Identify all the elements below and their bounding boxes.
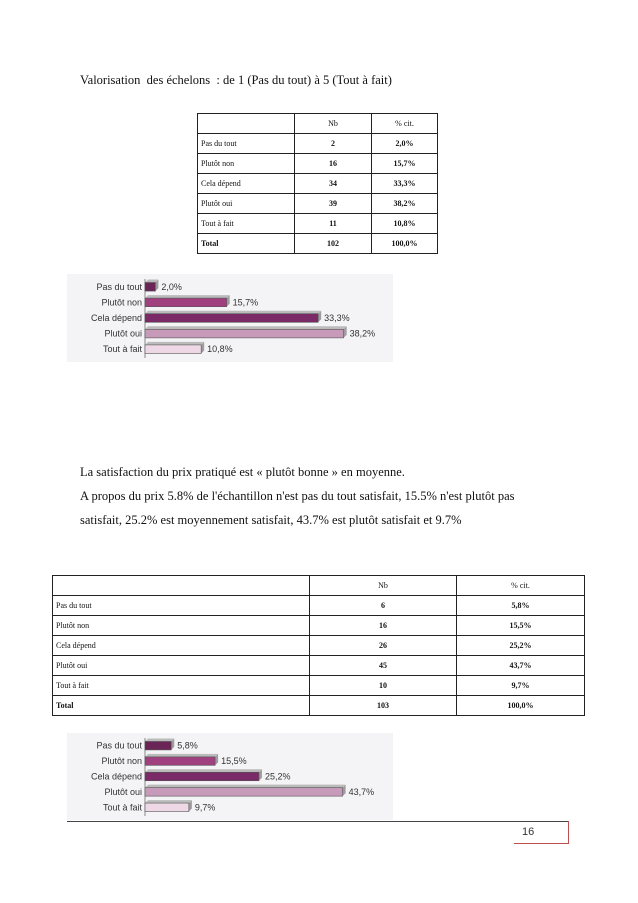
data-label: 5,8%	[177, 740, 198, 751]
table-row	[53, 596, 585, 616]
row-label: Cela dépend	[53, 636, 310, 656]
row-percent: 25,2%	[457, 636, 585, 656]
table-row	[53, 616, 585, 636]
category-label: Tout à fait	[102, 344, 142, 355]
bar-top	[145, 295, 230, 298]
data-label: 9,7%	[194, 802, 216, 813]
bar-top	[145, 754, 218, 757]
row-percent: 2,0%	[372, 134, 438, 154]
category-label: Pas du tout	[96, 281, 142, 292]
section-heading: Valorisation des échelons : de 1 (Pas du tout) à 5 (Tout à fait)	[80, 73, 392, 87]
row-nb: 10	[310, 676, 457, 696]
row-nb: 6	[310, 596, 457, 616]
bar-top	[145, 769, 262, 772]
data-label: 38,2%	[349, 328, 376, 339]
category-label: Tout à fait	[102, 802, 142, 813]
row-nb: 45	[310, 656, 457, 676]
row-label: Pas du tout	[198, 134, 295, 154]
bar	[145, 757, 215, 765]
data-label: 15,5%	[221, 756, 247, 767]
row-label: Plutôt non	[198, 154, 295, 174]
row-nb: 34	[295, 174, 372, 194]
data-label: 33,3%	[324, 313, 350, 323]
header-blank	[53, 576, 310, 596]
row-percent: 33,3%	[372, 174, 438, 194]
bar-chart-prix	[67, 733, 393, 820]
row-percent: 43,7%	[457, 656, 585, 676]
paragraph-prix-line1: A propos du prix 5.8% de l'échantillon n'est pas du tout satisfait, 15.5% n'est plutôt pas	[80, 489, 515, 503]
row-nb: 39	[295, 194, 372, 214]
bar	[145, 283, 155, 292]
header-nb: Nb	[310, 576, 457, 596]
bar-chart-echelons	[67, 274, 393, 362]
bar	[145, 788, 343, 796]
header-percent: % cit.	[372, 114, 438, 134]
bar-top	[145, 738, 174, 741]
paragraph-prix-line2: satisfait, 25.2% est moyennement satisfait, 43.7% est plutôt satisfait et 9.7%	[80, 513, 462, 527]
bar-chart-svg	[67, 733, 393, 820]
row-label: Plutôt non	[53, 616, 310, 636]
total-percent: 100,0%	[457, 696, 585, 716]
category-label: Cela dépend	[90, 313, 142, 323]
row-percent: 5,8%	[457, 596, 585, 616]
row-nb: 16	[295, 154, 372, 174]
category-label: Plutôt oui	[104, 786, 142, 797]
table-header-row	[198, 114, 438, 134]
row-label: Plutôt oui	[198, 194, 295, 214]
bar-top	[145, 311, 321, 314]
bar	[145, 803, 189, 811]
table-total-row	[198, 234, 438, 254]
row-label: Tout à fait	[198, 214, 295, 234]
row-nb: 11	[295, 214, 372, 234]
footer-divider	[67, 821, 569, 822]
data-label: 43,7%	[348, 786, 375, 797]
row-nb: 16	[310, 616, 457, 636]
table-header-row	[53, 576, 585, 596]
row-nb: 2	[295, 134, 372, 154]
table-row	[198, 194, 438, 214]
total-label: Total	[198, 234, 295, 254]
total-nb: 102	[295, 234, 372, 254]
bar-top	[145, 800, 192, 803]
row-nb: 26	[310, 636, 457, 656]
frequency-table-echelons	[197, 113, 438, 254]
bar-top	[145, 785, 346, 788]
data-label: 10,8%	[207, 344, 233, 355]
table-row	[53, 656, 585, 676]
row-percent: 9,7%	[457, 676, 585, 696]
bar	[145, 298, 227, 307]
row-percent: 38,2%	[372, 194, 438, 214]
header-nb: Nb	[295, 114, 372, 134]
table-row	[198, 174, 438, 194]
data-label: 15,7%	[232, 297, 259, 308]
row-label: Cela dépend	[198, 174, 295, 194]
bar	[145, 741, 171, 749]
category-label: Plutôt non	[101, 756, 142, 767]
bar	[145, 314, 318, 323]
category-label: Cela dépend	[90, 771, 142, 782]
table-total-row	[53, 696, 585, 716]
data-label: 2,0%	[161, 281, 182, 292]
header-blank	[198, 114, 295, 134]
table-row	[198, 154, 438, 174]
data-label: 25,2%	[264, 771, 291, 782]
bar	[145, 345, 201, 354]
row-percent: 10,8%	[372, 214, 438, 234]
category-label: Plutôt oui	[104, 328, 142, 339]
frequency-table-prix	[52, 575, 585, 716]
bar	[145, 329, 344, 338]
page-number: 16	[522, 826, 535, 838]
total-percent: 100,0%	[372, 234, 438, 254]
table-row	[198, 214, 438, 234]
category-label: Pas du tout	[96, 740, 142, 751]
header-percent: % cit.	[457, 576, 585, 596]
table-row	[53, 676, 585, 696]
table-row	[198, 134, 438, 154]
bar-top	[145, 342, 204, 345]
table-row	[53, 636, 585, 656]
total-nb: 103	[310, 696, 457, 716]
category-label: Plutôt non	[101, 297, 142, 308]
bar-top	[145, 326, 347, 329]
paragraph-satisfaction: La satisfaction du prix pratiqué est « plutôt bonne » en moyenne.	[80, 465, 405, 479]
row-label: Tout à fait	[53, 676, 310, 696]
bar	[145, 772, 259, 780]
row-percent: 15,7%	[372, 154, 438, 174]
row-label: Pas du tout	[53, 596, 310, 616]
row-label: Plutôt oui	[53, 656, 310, 676]
bar-chart-svg	[67, 274, 393, 362]
row-percent: 15,5%	[457, 616, 585, 636]
total-label: Total	[53, 696, 310, 716]
